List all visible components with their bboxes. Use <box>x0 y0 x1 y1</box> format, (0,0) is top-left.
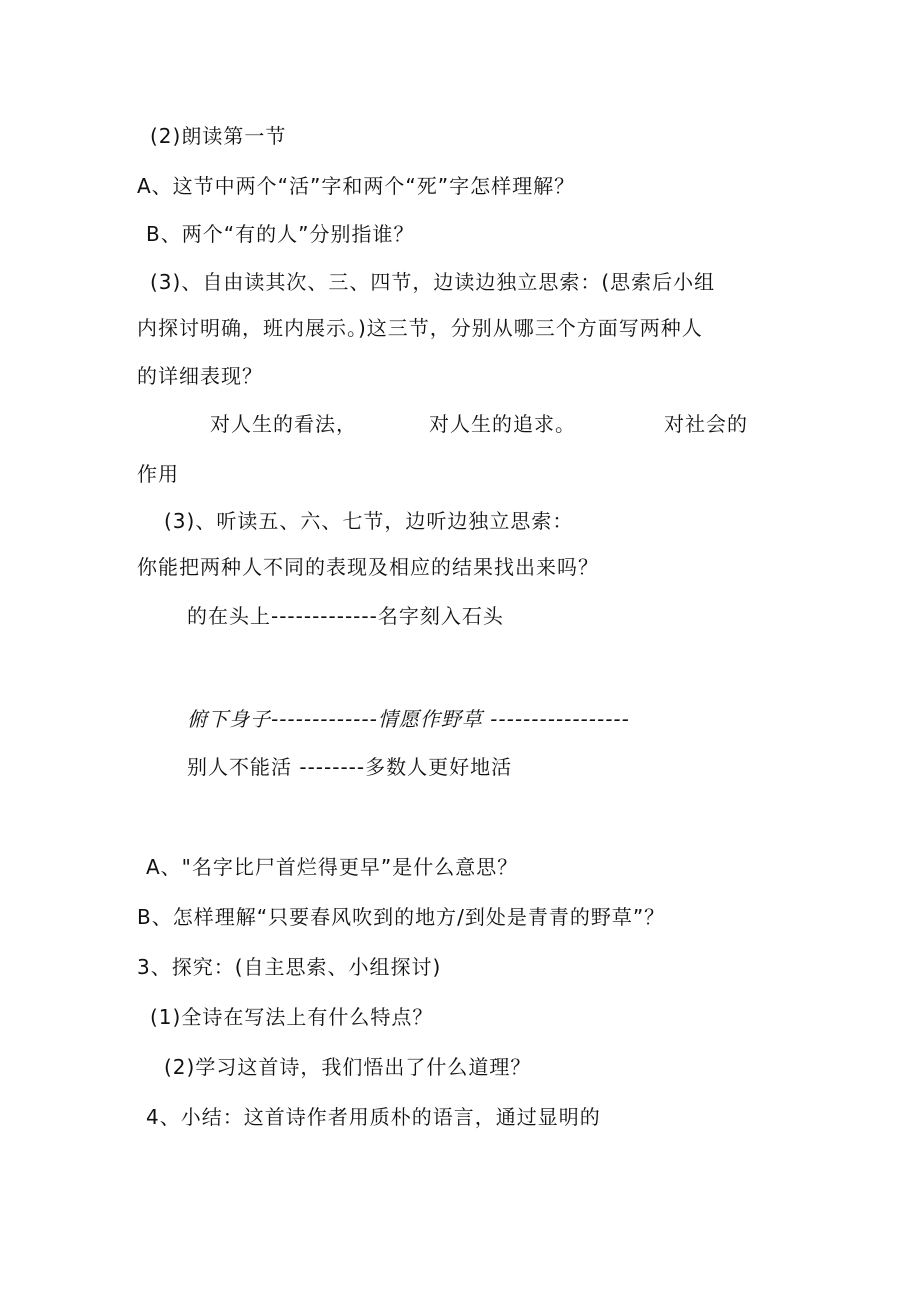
question-a-names-rot: A、"名字比尸首烂得更早”是什么意思？ <box>146 855 519 879</box>
aspect-pursuit-of-life: 对人生的追求。 <box>429 412 576 436</box>
free-reading-instruction-end: 的详细表现？ <box>137 364 263 388</box>
contrast-line-3: 别人不能活 --------多数人更好地活 <box>187 755 513 779</box>
question-b-who: B、两个“有的人”分别指谁？ <box>146 222 415 246</box>
aspects-row <box>210 410 748 438</box>
listening-question: 你能把两种人不同的表现及相应的结果找出来吗？ <box>137 555 599 579</box>
free-reading-instruction-cont: 内探讨明确，班内展示。)这三节，分别从哪三个方面写两种人 <box>137 316 703 340</box>
aspects-row-cont: 作用 <box>137 462 179 486</box>
aspect-views-on-life: 对人生的看法， <box>210 412 357 436</box>
listening-step-heading: (3)、听读五、六、七节，边听边独立思索： <box>164 509 574 533</box>
question-b-spring-wind: B、怎样理解“只要春风吹到的地方/到处是青青的野草”？ <box>137 905 666 929</box>
free-reading-instruction: (3)、自由读其次、三、四节，边读边独立思索：(思索后小组 <box>150 270 716 294</box>
explore-question-2: (2)学习这首诗，我们悟出了什么道理？ <box>164 1055 532 1079</box>
summary-line: 4、小结：这首诗作者用质朴的语言，通过显明的 <box>146 1105 601 1129</box>
explore-question-1: (1)全诗在写法上有什么特点？ <box>150 1005 434 1029</box>
reading-step-heading: (2)朗读第一节 <box>150 124 287 148</box>
question-a-live-die: A、这节中两个“活”字和两个“死”字怎样理解？ <box>137 174 576 198</box>
contrast-line-2: 俯下身子-------------情愿作野草 ----------------- <box>187 707 630 731</box>
explore-heading: 3、探究：(自主思索、小组探讨) <box>137 955 442 979</box>
aspect-role-in-society: 对社会的 <box>664 412 748 436</box>
contrast-line-1: 的在头上-------------名字刻入石头 <box>187 604 504 628</box>
